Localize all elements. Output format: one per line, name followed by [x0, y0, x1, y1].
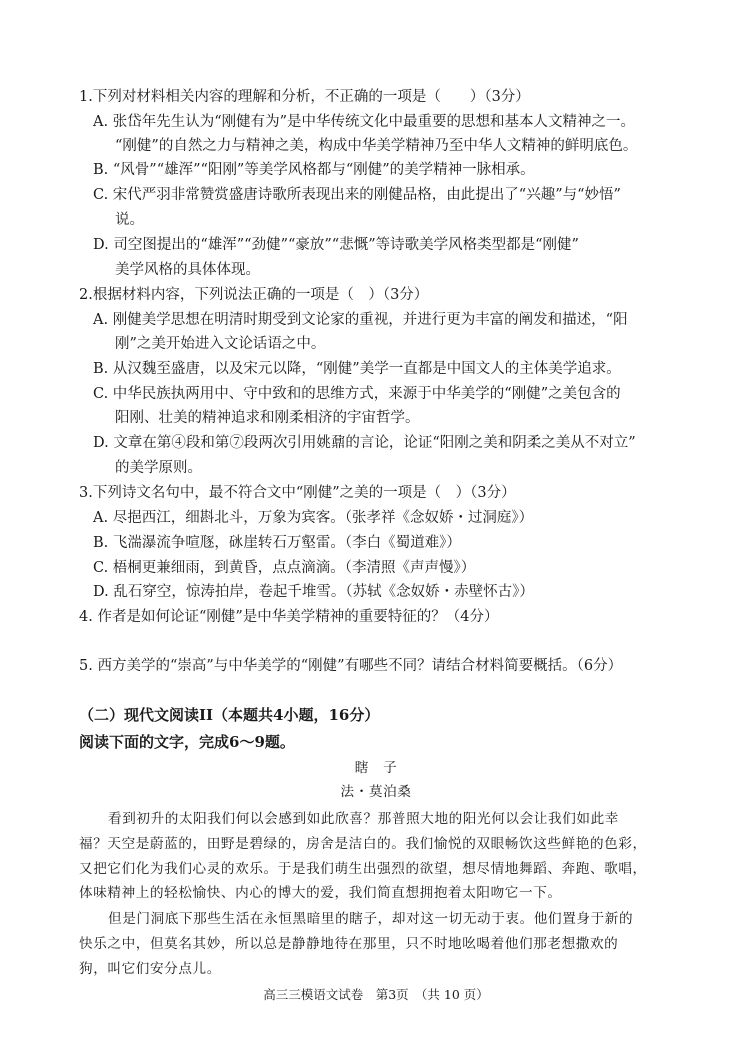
story-author: 法・莫泊桑 [340, 784, 412, 800]
question-1-option-d: D. 司空图提出的“雄浑”“劲健”“豪放”“悲慨”等诗歌美学风格类型都是“刚健” [93, 237, 579, 253]
question-3-stem: 3.下列诗文名句中，最不符合文中“刚健”之美的一项是（ ）（3分） [79, 485, 516, 501]
story-paragraph-1-line: 福？天空是蔚蓝的，田野是碧绿的，房舍是洁白的。我们愉悦的双眼畅饮这些鲜艳的色彩， [79, 836, 647, 852]
story-paragraph-2-line: 狗，叫它们安分点儿。 [79, 961, 221, 977]
story-paragraph-2-line: 快乐之中，但莫名其妙，所以总是静静地待在那里，只不时地吆喝着他们那老想撒欢的 [79, 936, 619, 952]
section-2-instruction: 阅读下面的文字，完成6～9题。 [79, 733, 295, 751]
question-2-option-c: C. 中华民族执两用中、守中致和的思维方式，来源于中华美学的“刚健”之美包含的 [93, 386, 621, 402]
question-2-option-d: D. 文章在第④段和第⑦段两次引用姚鼐的言论，论证“阳刚之美和阴柔之美从不对立” [93, 435, 636, 451]
question-2-option-a: A. 刚健美学思想在明清时期受到文论家的重视，并进行更为丰富的阐发和描述，“阳 [93, 312, 628, 328]
section-2-title: （二）现代文阅读II（本题共4小题，16分） [79, 706, 380, 724]
question-1-option-a: A. 张岱年先生认为“刚健有为”是中华传统文化中最重要的思想和基本人文精神之一。 [93, 114, 636, 130]
story-paragraph-1-line: 又把它们化为我们心灵的欢乐。于是我们萌生出强烈的欲望，想尽情地舞蹈、奔跑、歌唱， [79, 861, 647, 877]
question-1-option-d-continued: 美学风格的具体体现。 [115, 262, 260, 278]
question-2-stem: 2.根据材料内容，下列说法正确的一项是（ ）（3分） [79, 287, 429, 303]
question-5-stem: 5. 西方美学的“崇高”与中华美学的“刚健”有哪些不同？请结合材料简要概括。（6分） [79, 658, 623, 674]
page-footer: 高三三模语文试卷 第3页 （共 10 页） [263, 987, 489, 1002]
question-1-option-a-continued: “刚健”的自然之力与精神之美，构成中华美学精神乃至中华人文精神的鲜明底色。 [115, 138, 638, 154]
question-4-stem: 4. 作者是如何论证“刚健”是中华美学精神的重要特征的？（4分） [79, 609, 499, 625]
question-3-option-d: D. 乱石穿空，惊涛拍岸，卷起千堆雪。（苏轼《念奴娇・赤壁怀古》） [93, 584, 534, 600]
question-1-option-c-continued: 说。 [115, 212, 144, 228]
question-2-option-c-continued: 阳刚、壮美的精神追求和刚柔相济的宇宙哲学。 [115, 410, 420, 426]
question-2-option-d-continued: 的美学原则。 [115, 460, 202, 476]
question-2-option-b: B. 从汉魏至盛唐，以及宋元以降，“刚健”美学一直都是中国文人的主体美学追求。 [93, 361, 621, 377]
question-3-option-a: A. 尽挹西江，细斟北斗，万象为宾客。（张孝祥《念奴娇・过洞庭》） [93, 510, 534, 526]
story-title: 瞎 子 [354, 760, 398, 776]
story-paragraph-1-line: 看到初升的太阳我们何以会感到如此欣喜？那普照大地的阳光何以会让我们如此幸 [108, 811, 619, 827]
question-1-option-b: B. “风骨”“雄浑”“阳刚”等美学风格都与“刚健”的美学精神一脉相承。 [93, 162, 535, 178]
question-3-option-b: B. 飞湍瀑流争喧豗，砯崖转石万壑雷。（李白《蜀道难》） [93, 535, 461, 551]
question-2-option-a-continued: 刚”之美开始进入文论话语之中。 [115, 336, 326, 352]
question-1-stem: 1.下列对材料相关内容的理解和分析，不正确的一项是（ ）（3分） [79, 89, 530, 105]
question-1-option-c: C. 宋代严羽非常赞赏盛唐诗歌所表现出来的刚健品格，由此提出了“兴趣”与“妙悟” [93, 187, 621, 203]
story-paragraph-2-line: 但是门洞底下那些生活在永恒黑暗里的瞎子，却对这一切无动于衷。他们置身于新的 [108, 911, 634, 927]
story-paragraph-1-line: 体味精神上的轻松愉快、内心的博大的爱，我们简直想拥抱着太阳吻它一下。 [79, 885, 562, 901]
question-3-option-c: C. 梧桐更兼细雨，到黄昏，点点滴滴。（李清照《声声慢》） [93, 560, 476, 576]
